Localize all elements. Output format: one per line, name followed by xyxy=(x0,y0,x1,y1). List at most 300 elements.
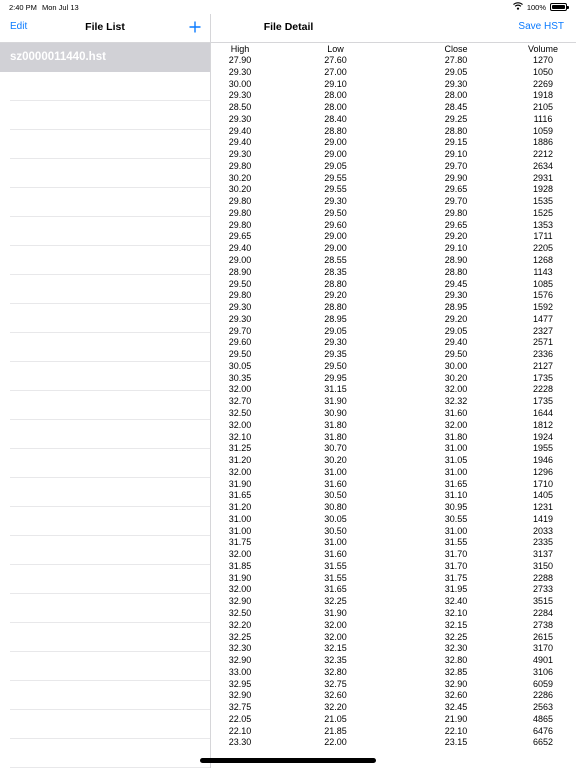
battery-fill xyxy=(552,5,565,9)
table-row[interactable] xyxy=(211,561,576,573)
table-row[interactable] xyxy=(211,667,576,679)
cell-volume: 6059 xyxy=(532,678,554,689)
cell-close: 23.15 xyxy=(444,737,468,748)
table-row[interactable] xyxy=(211,243,576,255)
cell-high: 31.20 xyxy=(228,455,252,466)
table-row[interactable] xyxy=(211,443,576,455)
column-header-volume: Volume xyxy=(527,44,559,54)
empty-list-row xyxy=(10,101,210,130)
cell-low: 28.80 xyxy=(324,302,347,313)
cell-volume: 3170 xyxy=(532,643,554,654)
cell-volume: 1296 xyxy=(532,466,554,477)
cell-high: 28.50 xyxy=(228,102,252,113)
cell-close: 29.25 xyxy=(444,113,468,124)
cell-low: 27.60 xyxy=(324,55,347,65)
cell-close: 28.45 xyxy=(444,102,468,113)
cell-close: 32.30 xyxy=(444,643,468,654)
cell-high: 32.70 xyxy=(228,396,252,407)
cell-low: 21.05 xyxy=(324,713,347,724)
cell-volume: 2327 xyxy=(532,325,554,336)
cell-volume: 2284 xyxy=(532,607,554,618)
cell-low: 31.55 xyxy=(324,560,347,571)
status-bar xyxy=(0,0,576,14)
cell-low: 32.15 xyxy=(324,643,347,654)
cell-high: 30.20 xyxy=(228,184,252,195)
cell-high: 28.90 xyxy=(228,266,252,277)
cell-low: 31.80 xyxy=(324,431,347,442)
empty-list-row xyxy=(10,681,210,710)
cell-low: 31.60 xyxy=(324,549,347,560)
cell-high: 32.30 xyxy=(228,643,252,654)
cell-high: 32.00 xyxy=(228,384,252,395)
cell-volume: 1059 xyxy=(532,125,554,136)
cell-low: 29.05 xyxy=(324,160,347,171)
cell-high: 32.90 xyxy=(228,596,252,607)
cell-volume: 1710 xyxy=(532,478,554,489)
table-row[interactable] xyxy=(211,231,576,243)
edit-button[interactable]: Edit xyxy=(10,21,28,32)
cell-volume: 1268 xyxy=(532,255,554,266)
empty-list-row xyxy=(10,449,210,478)
cell-low: 31.00 xyxy=(324,537,347,548)
cell-high: 32.00 xyxy=(228,549,252,560)
table-row[interactable] xyxy=(211,549,576,561)
cell-volume: 2335 xyxy=(532,537,554,548)
cell-volume: 2288 xyxy=(532,572,554,583)
cell-volume: 2571 xyxy=(532,337,554,348)
cell-high: 22.10 xyxy=(228,725,252,736)
cell-high: 29.70 xyxy=(228,325,252,336)
cell-volume: 1711 xyxy=(533,231,553,242)
table-row[interactable] xyxy=(211,279,576,291)
empty-list-row xyxy=(10,652,210,681)
cell-volume: 2033 xyxy=(532,525,554,536)
status-time: 2:40 PM xyxy=(9,3,37,12)
table-row[interactable] xyxy=(211,255,576,267)
cell-high: 29.40 xyxy=(228,137,252,148)
cell-close: 31.00 xyxy=(444,443,468,454)
battery-percent: 100% xyxy=(526,2,546,12)
detail-title: File Detail xyxy=(263,21,314,33)
table-row[interactable] xyxy=(211,737,576,749)
cell-volume: 3137 xyxy=(532,549,554,560)
cell-close: 29.15 xyxy=(444,137,468,148)
cell-close: 30.55 xyxy=(444,513,468,524)
cell-low: 32.25 xyxy=(324,596,347,607)
cell-close: 31.70 xyxy=(444,560,468,571)
table-row[interactable] xyxy=(211,690,576,702)
cell-close: 32.10 xyxy=(444,607,468,618)
cell-volume: 2931 xyxy=(532,172,554,183)
cell-close: 29.70 xyxy=(444,196,468,207)
file-name: sz0000011440.hst xyxy=(10,51,106,63)
empty-list-row xyxy=(10,739,210,768)
empty-list-row xyxy=(10,478,210,507)
table-row[interactable] xyxy=(211,584,576,596)
table-row[interactable] xyxy=(211,184,576,196)
cell-volume: 2286 xyxy=(532,690,554,701)
cell-low: 29.60 xyxy=(324,219,347,230)
cell-high: 29.30 xyxy=(228,113,252,124)
cell-high: 27.90 xyxy=(228,55,252,65)
cell-low: 29.95 xyxy=(324,372,347,383)
status-date: Mon Jul 13 xyxy=(42,3,79,12)
table-header xyxy=(211,43,576,55)
table-row[interactable] xyxy=(211,349,576,361)
cell-high: 29.50 xyxy=(228,349,252,360)
cell-low: 29.30 xyxy=(324,337,347,348)
sidebar-navbar xyxy=(0,14,210,43)
cell-volume: 1270 xyxy=(532,55,554,65)
cell-close: 31.10 xyxy=(444,490,468,501)
table-row[interactable] xyxy=(211,679,576,691)
data-table[interactable] xyxy=(211,43,576,749)
cell-high: 31.75 xyxy=(228,537,252,548)
cell-volume: 1405 xyxy=(532,490,554,501)
cell-volume: 1918 xyxy=(532,90,554,101)
cell-volume: 2563 xyxy=(532,702,554,713)
cell-volume: 4865 xyxy=(532,713,554,724)
empty-list-row xyxy=(10,710,210,739)
file-list-item[interactable] xyxy=(0,43,210,72)
cell-low: 29.35 xyxy=(324,349,347,360)
cell-low: 30.05 xyxy=(324,513,347,524)
table-row[interactable] xyxy=(211,126,576,138)
cell-low: 29.00 xyxy=(324,231,347,242)
cell-high: 31.65 xyxy=(228,490,252,501)
cell-low: 29.30 xyxy=(324,196,347,207)
table-row[interactable] xyxy=(211,373,576,385)
cell-close: 30.00 xyxy=(444,360,468,371)
cell-close: 29.30 xyxy=(444,78,468,89)
cell-volume: 1525 xyxy=(532,207,554,218)
cell-high: 31.25 xyxy=(228,443,252,454)
cell-volume: 2212 xyxy=(532,149,554,160)
cell-volume: 1419 xyxy=(532,513,554,524)
table-row[interactable] xyxy=(211,537,576,549)
table-body xyxy=(211,55,576,749)
cell-low: 29.00 xyxy=(324,243,347,254)
table-row[interactable] xyxy=(211,467,576,479)
cell-low: 29.55 xyxy=(324,172,347,183)
cell-volume: 3515 xyxy=(532,596,554,607)
table-row[interactable] xyxy=(211,102,576,114)
column-header-low: Low xyxy=(327,44,344,54)
empty-list-row xyxy=(10,275,210,304)
cell-close: 29.50 xyxy=(444,349,468,360)
cell-volume: 2733 xyxy=(532,584,554,595)
cell-low: 28.95 xyxy=(324,313,347,324)
save-hst-button[interactable]: Save HST xyxy=(518,21,564,32)
cell-close: 31.00 xyxy=(444,466,468,477)
empty-list-row xyxy=(10,246,210,275)
cell-close: 32.00 xyxy=(444,384,468,395)
cell-low: 32.75 xyxy=(324,678,347,689)
table-row[interactable] xyxy=(211,714,576,726)
cell-high: 32.00 xyxy=(228,584,252,595)
cell-high: 31.85 xyxy=(228,560,252,571)
cell-low: 32.80 xyxy=(324,666,347,677)
cell-close: 31.65 xyxy=(444,478,468,489)
cell-close: 29.20 xyxy=(444,231,468,242)
cell-close: 31.55 xyxy=(444,537,468,548)
cell-volume: 2228 xyxy=(532,384,554,395)
cell-low: 32.20 xyxy=(324,702,347,713)
cell-high: 29.50 xyxy=(228,278,252,289)
cell-volume: 1812 xyxy=(532,419,554,430)
cell-volume: 1477 xyxy=(532,313,554,324)
cell-low: 30.90 xyxy=(324,407,347,418)
cell-close: 29.20 xyxy=(444,313,468,324)
battery-icon xyxy=(550,3,567,11)
empty-list-row xyxy=(10,623,210,652)
table-row[interactable] xyxy=(211,114,576,126)
empty-list-row xyxy=(10,420,210,449)
cell-low: 30.20 xyxy=(324,455,347,466)
table-row[interactable] xyxy=(211,267,576,279)
cell-low: 30.50 xyxy=(324,490,347,501)
detail-panel xyxy=(211,14,576,768)
cell-close: 31.70 xyxy=(444,549,468,560)
cell-high: 32.00 xyxy=(228,419,252,430)
cell-volume: 2127 xyxy=(532,360,554,371)
cell-volume: 1592 xyxy=(532,302,554,313)
table-row[interactable] xyxy=(211,196,576,208)
cell-low: 21.85 xyxy=(324,725,347,736)
cell-close: 32.00 xyxy=(444,419,468,430)
empty-list-row xyxy=(10,188,210,217)
table-row[interactable] xyxy=(211,302,576,314)
cell-high: 31.20 xyxy=(228,502,252,513)
cell-close: 29.05 xyxy=(444,325,468,336)
table-row[interactable] xyxy=(211,173,576,185)
table-row[interactable] xyxy=(211,573,576,585)
cell-low: 28.35 xyxy=(324,266,347,277)
table-row[interactable] xyxy=(211,608,576,620)
cell-volume: 2336 xyxy=(532,349,554,360)
cell-low: 29.05 xyxy=(324,325,347,336)
cell-high: 32.25 xyxy=(228,631,252,642)
table-row[interactable] xyxy=(211,420,576,432)
cell-high: 31.90 xyxy=(228,478,252,489)
cell-low: 32.00 xyxy=(324,619,347,630)
table-row[interactable] xyxy=(211,432,576,444)
cell-high: 29.30 xyxy=(228,149,252,160)
table-row[interactable] xyxy=(211,337,576,349)
cell-volume: 1231 xyxy=(532,502,554,513)
cell-close: 31.60 xyxy=(444,407,468,418)
cell-volume: 1735 xyxy=(532,372,554,383)
table-row[interactable] xyxy=(211,632,576,644)
table-row[interactable] xyxy=(211,396,576,408)
cell-close: 29.40 xyxy=(444,337,468,348)
cell-volume: 2105 xyxy=(532,102,554,113)
cell-high: 29.65 xyxy=(228,231,252,242)
table-row[interactable] xyxy=(211,384,576,396)
cell-high: 32.75 xyxy=(228,702,252,713)
cell-high: 32.50 xyxy=(228,607,252,618)
table-row[interactable] xyxy=(211,137,576,149)
cell-volume: 1576 xyxy=(532,290,554,301)
cell-high: 29.80 xyxy=(228,290,252,301)
table-row[interactable] xyxy=(211,290,576,302)
cell-close: 29.70 xyxy=(444,160,468,171)
cell-low: 31.60 xyxy=(324,478,347,489)
cell-close: 29.05 xyxy=(444,66,468,77)
empty-list-row xyxy=(10,159,210,188)
cell-high: 32.20 xyxy=(228,619,252,630)
table-row[interactable] xyxy=(211,526,576,538)
cell-close: 28.00 xyxy=(444,90,468,101)
table-row[interactable] xyxy=(211,702,576,714)
cell-low: 32.60 xyxy=(324,690,347,701)
cell-low: 31.90 xyxy=(324,607,347,618)
table-row[interactable] xyxy=(211,643,576,655)
table-row[interactable] xyxy=(211,655,576,667)
cell-high: 29.30 xyxy=(228,313,252,324)
cell-close: 28.95 xyxy=(444,302,468,313)
cell-close: 29.80 xyxy=(444,207,468,218)
cell-low: 30.80 xyxy=(324,502,347,513)
cell-close: 32.80 xyxy=(444,655,468,666)
cell-high: 30.35 xyxy=(228,372,252,383)
cell-low: 27.00 xyxy=(324,66,347,77)
cell-high: 29.30 xyxy=(228,66,252,77)
cell-high: 32.50 xyxy=(228,407,252,418)
table-row[interactable] xyxy=(211,149,576,161)
plus-icon[interactable] xyxy=(189,20,201,32)
table-row[interactable] xyxy=(211,361,576,373)
cell-close: 32.45 xyxy=(444,702,468,713)
cell-low: 28.00 xyxy=(324,102,347,113)
cell-volume: 3106 xyxy=(532,666,554,677)
cell-volume: 1085 xyxy=(532,278,554,289)
cell-low: 31.90 xyxy=(324,396,347,407)
cell-close: 29.30 xyxy=(444,290,468,301)
cell-close: 30.95 xyxy=(444,502,468,513)
table-row[interactable] xyxy=(211,596,576,608)
cell-volume: 2634 xyxy=(532,160,554,171)
cell-close: 31.00 xyxy=(444,525,468,536)
empty-list-row xyxy=(10,565,210,594)
cell-high: 29.00 xyxy=(228,255,252,266)
table-row[interactable] xyxy=(211,502,576,514)
cell-low: 28.80 xyxy=(324,125,347,136)
cell-high: 30.00 xyxy=(228,78,252,89)
file-list xyxy=(0,43,210,768)
cell-volume: 1143 xyxy=(533,266,553,277)
cell-close: 29.90 xyxy=(444,172,468,183)
cell-high: 31.00 xyxy=(228,525,252,536)
cell-volume: 3150 xyxy=(532,560,554,571)
table-row[interactable] xyxy=(211,161,576,173)
empty-list-row xyxy=(10,333,210,362)
cell-volume: 2205 xyxy=(532,243,554,254)
detail-navbar xyxy=(211,14,576,43)
cell-high: 32.00 xyxy=(228,466,252,477)
cell-volume: 1886 xyxy=(532,137,554,148)
cell-high: 32.95 xyxy=(228,678,252,689)
cell-low: 31.65 xyxy=(324,584,347,595)
cell-low: 28.80 xyxy=(324,278,347,289)
cell-low: 28.00 xyxy=(324,90,347,101)
table-row[interactable] xyxy=(211,479,576,491)
cell-low: 29.50 xyxy=(324,360,347,371)
cell-low: 32.35 xyxy=(324,655,347,666)
cell-high: 29.80 xyxy=(228,219,252,230)
table-row[interactable] xyxy=(211,514,576,526)
empty-list-row xyxy=(10,594,210,623)
cell-volume: 1928 xyxy=(532,184,554,195)
cell-close: 29.10 xyxy=(444,243,468,254)
empty-list-row xyxy=(10,507,210,536)
cell-low: 29.10 xyxy=(324,78,347,89)
table-row[interactable] xyxy=(211,620,576,632)
cell-close: 32.32 xyxy=(444,396,468,407)
cell-low: 22.00 xyxy=(324,737,347,748)
sidebar-title: File List xyxy=(85,21,125,33)
column-header-high: High xyxy=(230,44,250,54)
empty-list-row xyxy=(10,217,210,246)
cell-volume: 6476 xyxy=(532,725,554,736)
cell-low: 29.20 xyxy=(324,290,347,301)
cell-volume: 1735 xyxy=(532,396,554,407)
table-row[interactable] xyxy=(211,726,576,738)
table-row[interactable] xyxy=(211,67,576,79)
table-row[interactable] xyxy=(211,55,576,67)
table-row[interactable] xyxy=(211,490,576,502)
table-row[interactable] xyxy=(211,220,576,232)
empty-list-row xyxy=(10,536,210,565)
cell-close: 29.65 xyxy=(444,219,468,230)
cell-close: 31.05 xyxy=(444,455,468,466)
cell-volume: 1535 xyxy=(532,196,554,207)
cell-close: 27.80 xyxy=(444,55,468,65)
table-row[interactable] xyxy=(211,326,576,338)
home-indicator xyxy=(200,758,376,763)
cell-high: 29.40 xyxy=(228,243,252,254)
cell-volume: 1116 xyxy=(533,113,553,124)
table-row[interactable] xyxy=(211,90,576,102)
table-row[interactable] xyxy=(211,455,576,467)
cell-close: 32.60 xyxy=(444,690,468,701)
table-row[interactable] xyxy=(211,79,576,91)
empty-list-row xyxy=(10,304,210,333)
cell-volume: 2615 xyxy=(532,631,554,642)
cell-low: 29.00 xyxy=(324,137,347,148)
cell-high: 30.20 xyxy=(228,172,252,183)
cell-close: 31.75 xyxy=(444,572,468,583)
cell-low: 29.55 xyxy=(324,184,347,195)
cell-high: 31.00 xyxy=(228,513,252,524)
cell-volume: 1353 xyxy=(532,219,554,230)
cell-volume: 4901 xyxy=(532,655,554,666)
table-row[interactable] xyxy=(211,314,576,326)
cell-close: 29.10 xyxy=(444,149,468,160)
cell-low: 31.80 xyxy=(324,419,347,430)
cell-close: 28.80 xyxy=(444,125,468,136)
cell-volume: 6652 xyxy=(532,737,554,748)
cell-close: 21.90 xyxy=(444,713,468,724)
cell-close: 31.80 xyxy=(444,431,468,442)
cell-volume: 2269 xyxy=(532,78,554,89)
table-row[interactable] xyxy=(211,208,576,220)
cell-high: 29.80 xyxy=(228,196,252,207)
cell-low: 30.50 xyxy=(324,525,347,536)
cell-close: 32.90 xyxy=(444,678,468,689)
table-row[interactable] xyxy=(211,408,576,420)
empty-list-row xyxy=(10,130,210,159)
